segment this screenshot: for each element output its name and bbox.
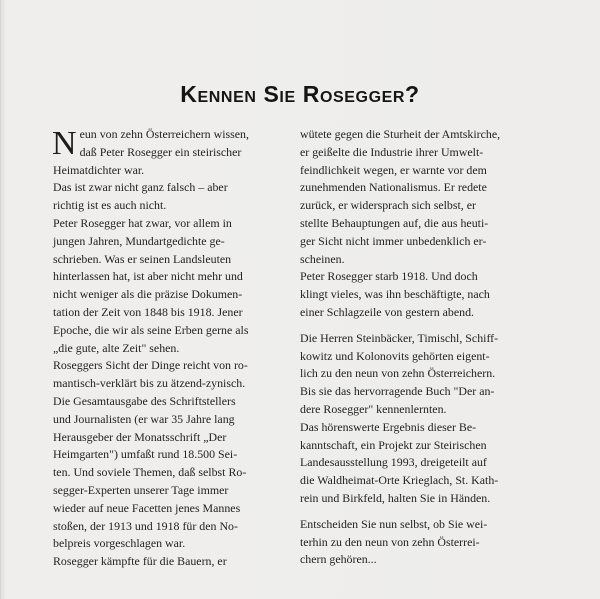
text-line: chern gehören... xyxy=(300,552,377,567)
text-line: nicht weniger als die präzise Dokumen- xyxy=(53,287,243,302)
text-line: stoßen, der 1913 und 1918 für den No- xyxy=(53,518,238,533)
page-title: Kennen Sie Rosegger? xyxy=(180,81,420,107)
text-line: jungen Jahren, Mundartgedichte ge- xyxy=(53,233,225,248)
text-line: rein und Birkfeld, halten Sie in Händen. xyxy=(300,490,491,505)
text-line: feindlichkeit wegen, er warnte vor dem xyxy=(300,162,487,177)
paragraph xyxy=(300,330,522,508)
text-line: „die gute, alte Zeit" sehen. xyxy=(53,340,180,355)
text-line: Rosegger kämpfte für die Bauern, er xyxy=(53,554,227,569)
text-line: Roseggers Sicht der Dinge reicht von ro- xyxy=(53,358,248,373)
text-line: und Journalisten (er war 35 Jahre lang xyxy=(53,411,235,426)
text-line: Das ist zwar nicht ganz falsch – aber xyxy=(53,180,228,195)
text-line: er geißelte die Industrie ihrer Umwelt- xyxy=(300,144,484,159)
text-line: ger Sicht nicht immer unbedenklich er- xyxy=(300,233,487,248)
text-line: Herausgeber der Monatsschrift „Der xyxy=(53,429,227,444)
text-line: belpreis vorgeschlagen war. xyxy=(53,536,186,551)
text-line: Peter Rosegger starb 1918. Und doch xyxy=(300,269,478,284)
text-line: daß Peter Rosegger ein steirischer xyxy=(79,144,242,159)
text-line: terhin zu den neun von zehn Österrei- xyxy=(300,534,480,549)
text-line: Die Herren Steinbäcker, Timischl, Schiff- xyxy=(300,330,499,345)
text-line: mantisch-verklärt bis zu ätzend-zynisch. xyxy=(53,376,246,391)
drop-cap: N xyxy=(52,125,77,162)
text-line: lich zu den neun von zehn Österreichern. xyxy=(300,366,496,381)
text-line: kanntschaft, ein Projekt zur Steirischen xyxy=(300,437,487,452)
text-line: wütete gegen die Sturheit der Amtskirche, xyxy=(300,127,501,141)
text-line: Entscheiden Sie nun selbst, ob Sie wei- xyxy=(300,516,488,531)
paragraph-gap xyxy=(300,322,522,330)
text-line: eun von zehn Österreichern wissen, xyxy=(79,127,249,141)
text-line: Landesausstellung 1993, dreigeteilt auf xyxy=(300,455,487,470)
text-line: stellte Behauptungen auf, die aus heuti- xyxy=(300,215,489,230)
text-line: segger-Experten unserer Tage immer xyxy=(53,482,229,497)
right-column xyxy=(300,126,522,569)
text-line: Die Gesamtausgabe des Schriftstellers xyxy=(53,393,236,408)
text-line: zunehmenden Nationalismus. Er redete xyxy=(300,180,487,195)
paragraph xyxy=(300,126,522,322)
intro-block xyxy=(53,126,275,162)
paragraph-gap xyxy=(300,508,522,516)
text-line: Heimatdichter war. xyxy=(53,162,145,177)
text-line: Epoche, die wir als seine Erben gerne als xyxy=(53,322,249,337)
left-column xyxy=(53,126,275,571)
text-line: scheinen. xyxy=(300,251,345,266)
text-line: Peter Rosegger hat zwar, vor allem in xyxy=(53,215,232,230)
text-line: Das hörenswerte Ergebnis dieser Be- xyxy=(300,419,477,434)
text-line: Bis sie das hervorragende Buch "Der an- xyxy=(300,384,495,399)
text-line: die Waldheimat-Orte Krieglach, St. Kath- xyxy=(300,473,499,488)
text-line: zurück, er widersprach sich selbst, er xyxy=(300,198,476,213)
text-line: wieder auf neue Facetten jenes Mannes xyxy=(53,500,241,515)
text-line: hinterlassen hat, ist aber nicht mehr und xyxy=(53,269,243,284)
text-line: ten. Und soviele Themen, daß selbst Ro- xyxy=(53,465,247,480)
text-line: kowitz und Kolonovits gehörten eigent- xyxy=(300,348,490,363)
text-line: dere Rosegger" kennenlernten. xyxy=(300,401,447,416)
left-lines xyxy=(53,162,275,571)
text-line: einer Schlagzeile von gestern abend. xyxy=(300,304,474,319)
text-line: klingt vieles, was ihn beschäftigte, nach xyxy=(300,287,490,302)
text-line: tation der Zeit von 1848 bis 1918. Jener xyxy=(53,304,243,319)
text-line: Heimgarten") umfaßt rund 18.500 Sei- xyxy=(53,447,238,462)
paragraph xyxy=(300,516,522,569)
text-line: richtig ist es auch nicht. xyxy=(53,198,167,213)
text-line: schrieben. Was er seinen Landsleuten xyxy=(53,251,232,266)
